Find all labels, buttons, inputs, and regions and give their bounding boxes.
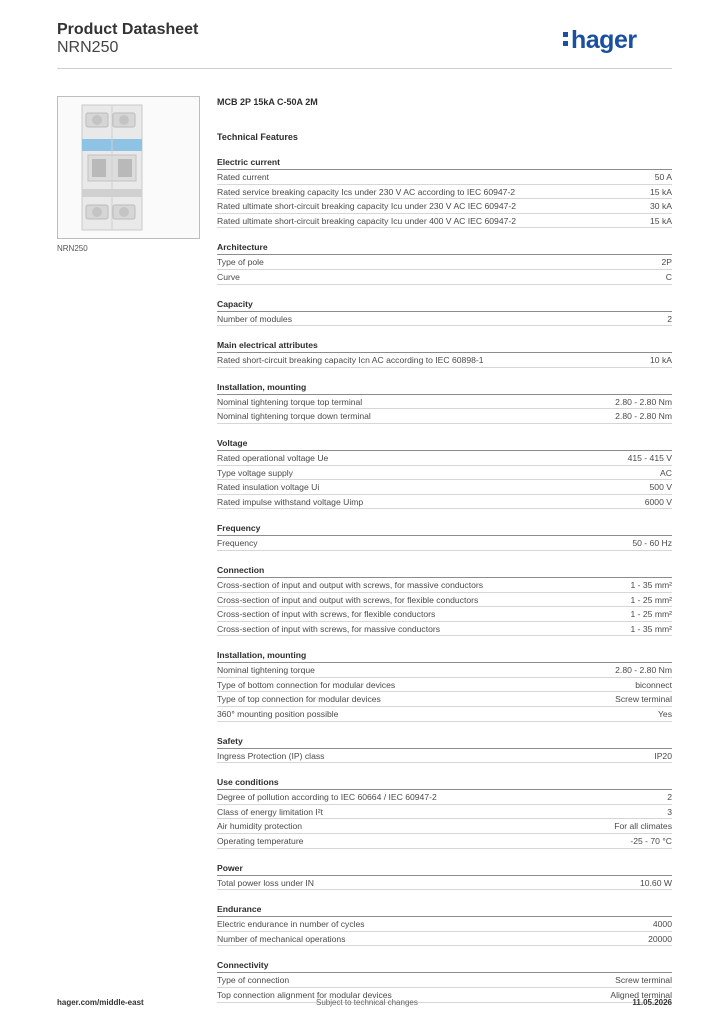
spec-row bbox=[217, 593, 672, 608]
spec-label: Nominal tightening torque down terminal bbox=[217, 411, 371, 422]
spec-row bbox=[217, 578, 672, 593]
spec-value: biconnect bbox=[635, 679, 672, 690]
spec-label: Number of modules bbox=[217, 313, 292, 324]
spec-value: 50 - 60 Hz bbox=[632, 538, 672, 549]
spec-value: 50 A bbox=[654, 172, 672, 182]
section-title: Connectivity bbox=[217, 958, 672, 973]
spec-label: Type voltage supply bbox=[217, 467, 293, 478]
spec-value: 2 bbox=[667, 313, 672, 324]
circuit-breaker-illustration bbox=[58, 97, 199, 238]
spec-row bbox=[217, 495, 672, 510]
spec-row bbox=[217, 395, 672, 410]
spec-row bbox=[217, 973, 672, 988]
spec-row bbox=[217, 917, 672, 932]
spec-label: Cross-section of input with screws, for flexible conductors bbox=[217, 609, 436, 620]
spec-value: 10 kA bbox=[650, 355, 672, 366]
spec-row bbox=[217, 876, 672, 891]
product-name: MCB 2P 15kA C-50A 2M bbox=[217, 97, 318, 107]
spec-row bbox=[217, 988, 672, 1003]
header-divider bbox=[57, 68, 672, 69]
spec-label: 360° mounting position possible bbox=[217, 709, 339, 720]
spec-value: 2 bbox=[667, 792, 672, 803]
spec-label: Total power loss under IN bbox=[217, 877, 314, 888]
spec-value: 3 bbox=[667, 806, 672, 817]
spec-section bbox=[217, 240, 672, 284]
product-image bbox=[57, 96, 200, 239]
spec-row bbox=[217, 749, 672, 764]
spec-row bbox=[217, 214, 672, 229]
spec-section bbox=[217, 648, 672, 721]
section-title: Connection bbox=[217, 563, 672, 578]
spec-value: For all climates bbox=[614, 821, 672, 832]
spec-section bbox=[217, 958, 672, 1002]
spec-value: 415 - 415 V bbox=[627, 452, 672, 463]
technical-features bbox=[217, 96, 672, 1003]
spec-section bbox=[217, 297, 672, 327]
logo-text: hager bbox=[571, 26, 637, 54]
page-title: Product Datasheet bbox=[57, 21, 199, 38]
spec-section bbox=[217, 155, 672, 228]
spec-row bbox=[217, 170, 672, 185]
spec-row bbox=[217, 932, 672, 947]
section-title: Power bbox=[217, 861, 672, 876]
footer-date: 11.05.2026 bbox=[632, 998, 672, 1007]
spec-label: Rated insulation voltage Ui bbox=[217, 482, 320, 493]
logo-dots-icon bbox=[563, 32, 570, 50]
spec-label: Cross-section of input and output with screws, for flexible conductors bbox=[217, 594, 479, 605]
spec-label: Curve bbox=[217, 271, 240, 282]
spec-section bbox=[217, 521, 672, 551]
spec-label: Nominal tightening torque top terminal bbox=[217, 396, 363, 407]
spec-section bbox=[217, 436, 672, 509]
spec-section bbox=[217, 380, 672, 424]
spec-value: Aligned terminal bbox=[610, 990, 672, 1000]
spec-label: Type of connection bbox=[217, 975, 290, 986]
spec-label: Rated current bbox=[217, 172, 270, 182]
spec-label: Class of energy limitation I²t bbox=[217, 806, 324, 817]
spec-value: IP20 bbox=[654, 750, 672, 761]
spec-row bbox=[217, 353, 672, 368]
section-title: Frequency bbox=[217, 521, 672, 536]
spec-label: Rated ultimate short-circuit breaking capacity Icu under 400 V AC IEC 60947-2 bbox=[217, 215, 517, 226]
spec-value: Screw terminal bbox=[615, 694, 672, 705]
spec-label: Rated short-circuit breaking capacity Icn AC according to IEC 60898-1 bbox=[217, 355, 484, 366]
spec-label: Cross-section of input and output with screws, for massive conductors bbox=[217, 579, 484, 590]
product-reference: NRN250 bbox=[57, 39, 119, 56]
footer-website: hager.com/middle-east bbox=[57, 998, 144, 1007]
spec-sections bbox=[217, 155, 672, 1003]
section-title: Safety bbox=[217, 734, 672, 749]
spec-value: 10.60 W bbox=[639, 877, 672, 888]
spec-value: 4000 bbox=[652, 919, 672, 930]
spec-section bbox=[217, 902, 672, 946]
section-title: Use conditions bbox=[217, 775, 672, 790]
spec-value: -25 - 70 °C bbox=[630, 836, 672, 847]
spec-value: 20000 bbox=[648, 933, 672, 944]
spec-label: Rated operational voltage Ue bbox=[217, 452, 329, 463]
section-title: Architecture bbox=[217, 240, 672, 255]
spec-label: Rated impulse withstand voltage Uimp bbox=[217, 496, 364, 507]
spec-row bbox=[217, 663, 672, 678]
spec-value: 2.80 - 2.80 Nm bbox=[615, 411, 672, 422]
section-title: Installation, mounting bbox=[217, 648, 672, 663]
spec-row bbox=[217, 312, 672, 327]
spec-row bbox=[217, 255, 672, 270]
spec-row bbox=[217, 692, 672, 707]
spec-section bbox=[217, 734, 672, 764]
spec-row bbox=[217, 790, 672, 805]
spec-value: 1 - 35 mm² bbox=[630, 623, 672, 634]
spec-value: 6000 V bbox=[644, 496, 672, 507]
spec-row bbox=[217, 480, 672, 495]
spec-label: Rated ultimate short-circuit breaking capacity Icu under 230 V AC IEC 60947-2 bbox=[217, 201, 517, 212]
spec-row bbox=[217, 834, 672, 849]
spec-label: Top connection alignment for modular devices bbox=[217, 990, 392, 1000]
spec-row bbox=[217, 707, 672, 722]
spec-label: Nominal tightening torque bbox=[217, 665, 315, 676]
section-title: Endurance bbox=[217, 902, 672, 917]
section-title: Voltage bbox=[217, 436, 672, 451]
spec-section bbox=[217, 563, 672, 636]
spec-value: 2.80 - 2.80 Nm bbox=[615, 665, 672, 676]
spec-value: 30 kA bbox=[650, 201, 672, 212]
image-caption: NRN250 bbox=[57, 244, 88, 253]
spec-label: Ingress Protection (IP) class bbox=[217, 750, 325, 761]
spec-label: Type of bottom connection for modular devices bbox=[217, 679, 396, 690]
spec-value: 500 V bbox=[649, 482, 672, 493]
spec-row bbox=[217, 819, 672, 834]
spec-label: Rated service breaking capacity Ics under 230 V AC according to IEC 60947-2 bbox=[217, 186, 516, 197]
spec-label: Cross-section of input with screws, for massive conductors bbox=[217, 623, 441, 634]
section-title: Installation, mounting bbox=[217, 380, 672, 395]
spec-value: 15 kA bbox=[650, 215, 672, 226]
spec-value: 2.80 - 2.80 Nm bbox=[615, 396, 672, 407]
spec-label: Electric endurance in number of cycles bbox=[217, 919, 365, 930]
spec-label: Frequency bbox=[217, 538, 258, 549]
spec-row bbox=[217, 451, 672, 466]
spec-value: Screw terminal bbox=[615, 975, 672, 986]
spec-row bbox=[217, 607, 672, 622]
footer-notice: Subject to technical changes bbox=[316, 998, 418, 1007]
spec-section bbox=[217, 775, 672, 848]
spec-row bbox=[217, 409, 672, 424]
spec-label: Number of mechanical operations bbox=[217, 933, 346, 944]
spec-value: AC bbox=[660, 467, 672, 478]
spec-row bbox=[217, 199, 672, 214]
spec-value: C bbox=[665, 271, 672, 282]
spec-row bbox=[217, 270, 672, 285]
spec-value: 1 - 25 mm² bbox=[630, 609, 672, 620]
hager-logo bbox=[563, 26, 637, 55]
spec-label: Operating temperature bbox=[217, 836, 304, 847]
spec-row bbox=[217, 536, 672, 551]
spec-row bbox=[217, 466, 672, 481]
spec-label: Air humidity protection bbox=[217, 821, 303, 832]
spec-value: Yes bbox=[657, 709, 672, 720]
section-title: Capacity bbox=[217, 297, 672, 312]
spec-label: Type of pole bbox=[217, 257, 264, 268]
section-title: Electric current bbox=[217, 155, 672, 170]
spec-row bbox=[217, 622, 672, 637]
spec-section bbox=[217, 338, 672, 368]
spec-value: 2P bbox=[661, 257, 672, 268]
spec-value: 1 - 25 mm² bbox=[630, 594, 672, 605]
features-heading: Technical Features bbox=[217, 132, 298, 142]
spec-label: Degree of pollution according to IEC 60664 / IEC 60947-2 bbox=[217, 792, 437, 803]
spec-row bbox=[217, 185, 672, 200]
spec-value: 15 kA bbox=[650, 186, 672, 197]
spec-label: Type of top connection for modular devices bbox=[217, 694, 381, 705]
spec-row bbox=[217, 805, 672, 820]
spec-value: 1 - 35 mm² bbox=[630, 579, 672, 590]
section-title: Main electrical attributes bbox=[217, 338, 672, 353]
spec-section bbox=[217, 861, 672, 891]
spec-row bbox=[217, 678, 672, 693]
